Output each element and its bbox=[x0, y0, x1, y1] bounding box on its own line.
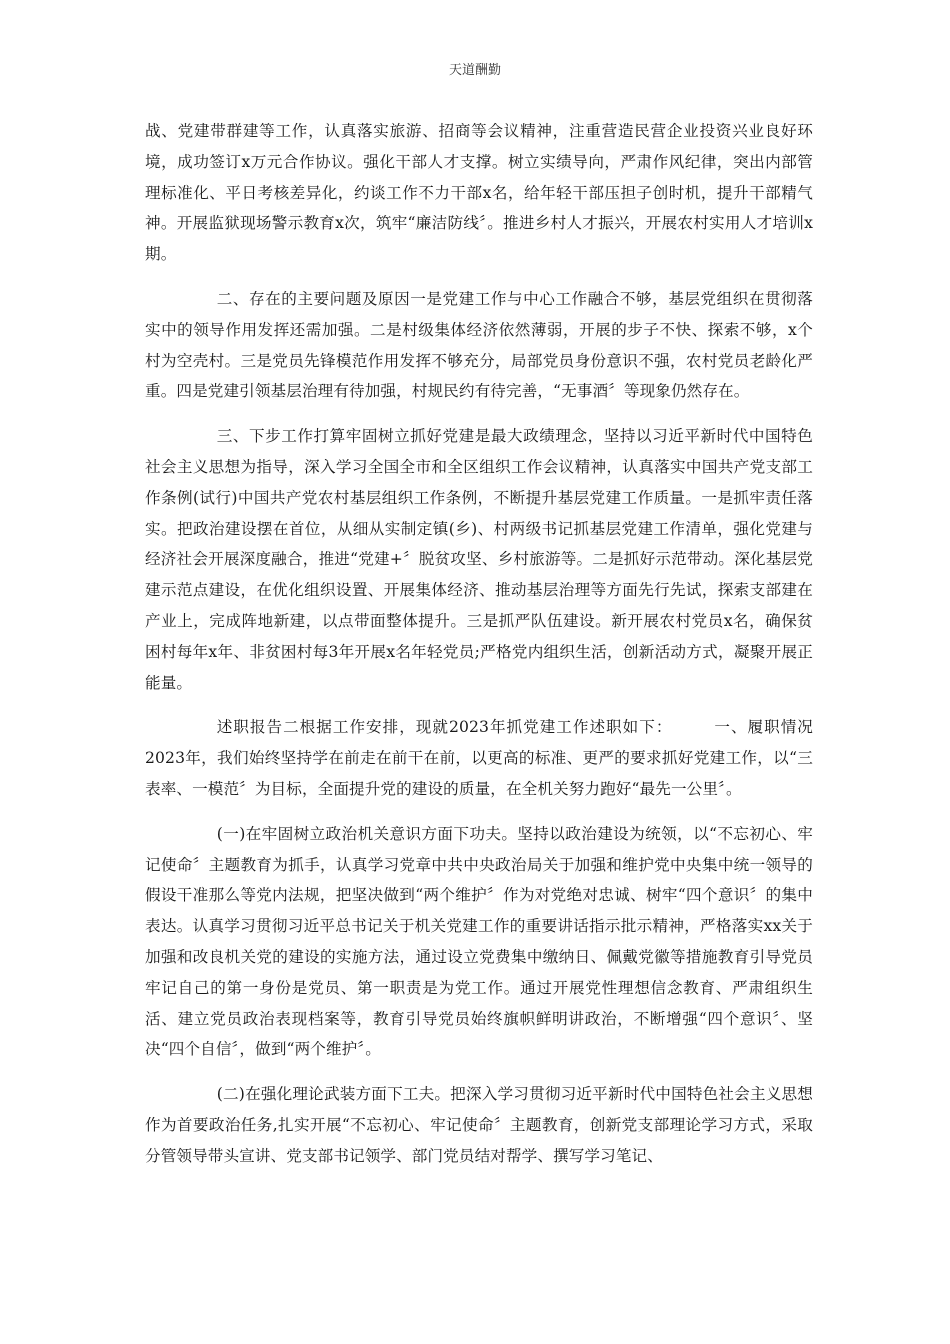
paragraph-theory-study: (二)在强化理论武装方面下工夫。把深入学习贯彻习近平新时代中国特色社会主义思想作为首要政治任务,扎实开展“不忘初心、牢记使命〞主题教育，创新党支部理论学习方式，采取分管领导带头宣讲、党支部书记领学、部门党员结对帮学、撰写学习笔记、 bbox=[145, 1085, 813, 1165]
paragraph-report-two: 述职报告二根据工作安排，现就2023年抓党建工作述职如下： 一、履职情况2023年，我们始终坚持学在前走在前干在前，以更高的标准、更严的要求抓好党建工作，以“三表率、一模范〞为目标，全面提升党的建设的质量，在全机关努力跑好“最先一公里〞。 bbox=[145, 718, 813, 798]
document-body bbox=[145, 116, 813, 1186]
paragraph-problems: 二、存在的主要问题及原因一是党建工作与中心工作融合不够，基层党组织在贯彻落实中的领导作用发挥还需加强。二是村级集体经济依然薄弱，开展的步子不快、探索不够，x个村为空壳村。三是党员先锋模范作用发挥不够充分，局部党员身份意识不强，农村党员老龄化严重。四是党建引领基层治理有待加强，村规民约有待完善，“无事酒〞等现象仍然存在。 bbox=[145, 289, 813, 401]
page-header: 天道酬勤 bbox=[448, 63, 501, 78]
paragraph-continuation: 战、党建带群建等工作，认真落实旅游、招商等会议精神，注重营造民营企业投资兴业良好环境，成功签订x万元合作协议。强化干部人才支撑。树立实绩导向，严肃作风纪律，突出内部管理标准化、平日考核差异化，约谈工作不力干部x名，给年轻干部压担子创时机，提升干部精气神。开展监狱现场警示教育x次，筑牢“廉洁防线〞。推进乡村人才振兴，开展农村实用人才培训x期。 bbox=[145, 122, 813, 264]
paragraph-political-awareness: (一)在牢固树立政治机关意识方面下功夫。坚持以政治建设为统领，以“不忘初心、牢记使命〞主题教育为抓手，认真学习党章中共中央政治局关于加强和维护党中央集中统一领导的假设干准那么等党内法规，把坚决做到“两个维护〞作为对党绝对忠诚、树牢“四个意识〞的集中表达。认真学习贯彻习近平总书记关于机关党建工作的重要讲话指示批示精神，严格落实xx关于加强和改良机关党的建设的实施方法，通过设立党费集中缴纳日、佩戴党徽等措施教育引导党员牢记自己的第一身份是党员、第一职责是为党工作。通过开展党性理想信念教育、严肃组织生活、建立党员政治表现档案等，教育引导党员始终旗帜鲜明讲政治，不断增强“四个意识〞、坚决“四个自信〞，做到“两个维护〞。 bbox=[145, 824, 813, 1059]
paragraph-next-steps: 三、下步工作打算牢固树立抓好党建是最大政绩理念，坚持以习近平新时代中国特色社会主义思想为指导，深入学习全国全市和全区组织工作会议精神，认真落实中国共产党支部工作条例(试行)中国共产党农村基层组织工作条例，不断提升基层党建工作质量。一是抓牢责任落实。把政治建设摆在首位，从细从实制定镇(乡)、村两级书记抓基层党建工作清单，强化党建与经济社会开展深度融合，推进“党建+〞脱贫攻坚、乡村旅游等。二是抓好示范带动。深化基层党建示范点建设，在优化组织设置、开展集体经济、推动基层治理等方面先行先试，探索支部建在产业上，完成阵地新建，以点带面整体提升。三是抓严队伍建设。新开展农村党员x名，确保贫困村每年x年、非贫困村每3年开展x名年轻党员;严格党内组织生活，创新活动方式，凝聚开展正能量。 bbox=[145, 427, 813, 692]
